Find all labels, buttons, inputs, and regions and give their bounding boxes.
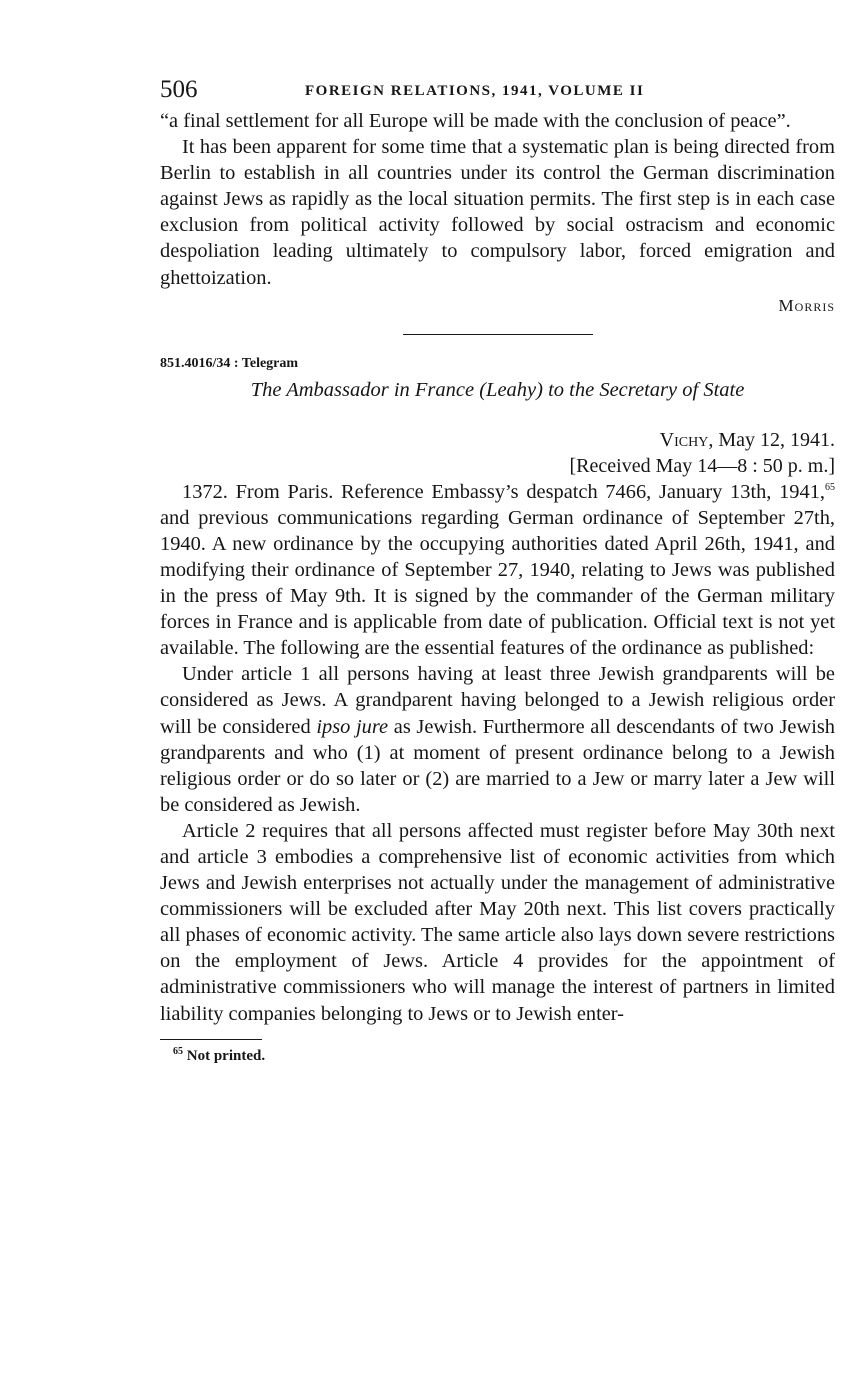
running-header: [160, 72, 835, 108]
telegram-paragraph-2: [160, 661, 835, 818]
footnote-mark: 65: [173, 1045, 183, 1057]
paragraph-text: as Jewish. Furthermore all descendants of two Jewish grandparents and who (1) at moment of present ordinance belong to a Jewish religious order or do so later or (2) are married to a Jew or marry later a Jew will be considered as Jewish.: [160, 715, 835, 816]
body-paragraph: It has been apparent for some time that a systematic plan is being directed from Berlin to establish in all countries under its control the German discrimination against Jews as rapidly as the local situation permits. The first step is in each case exclusion from political activity followed by social ostracism and economic despoliation leading ultimately to compulsory labor, forced emigration and ghettoization.: [160, 136, 835, 289]
file-reference: 851.4016/34 : Telegram: [160, 355, 299, 371]
section-divider: [403, 334, 593, 335]
running-title: FOREIGN RELATIONS, 1941, VOLUME II: [305, 83, 645, 99]
footnote-reference: 65: [825, 481, 835, 493]
paragraph-text: and previous communications regarding German ordinance of September 27th, 1940. A new ordinance by the occupying authorities dated April 26th, 1941, and modifying their ordinance of September 27, 1940, relating to Jews was published in the press of May 9th. It is signed by the commander of the German military forces in France and is applicable from date of publication. Official text is not yet available. The following are the essential features of the ordinance as published:: [160, 506, 835, 660]
dateline-place: Vichy: [659, 428, 709, 451]
paragraph-text: 1372. From Paris. Reference Embassy’s despatch 7466, January 13th, 1941,: [182, 480, 825, 503]
telegram-paragraph-3: Article 2 requires that all persons affected must register before May 30th next and article 3 embodies a comprehensive list of economic activities from which Jews and Jewish enterprises not actually under the management of administrative commissioners will be excluded after May 20th next. This list covers practically all phases of economic activity. The same article also lays down severe restrictions on the employment of Jews. Article 4 provides for the appointment of administrative commissioners who will manage the interest of partners in limited liability companies belonging to Jews or to Jewish enter-: [160, 819, 835, 1025]
signature: Morris: [778, 295, 835, 315]
paragraph-text: Under article 1 all persons having at least three Jewish grandparents will be considered as Jews. A grandparent having belonged to a Jewish religious order will be considered: [160, 663, 835, 738]
telegram-paragraph-1: [160, 479, 835, 662]
continued-paragraph: “a final settlement for all Europe will be made with the conclusion of peace”.: [160, 110, 791, 132]
received-line: [Received May 14—8 : 50 p. m.]: [569, 454, 835, 477]
page-number: 506: [160, 76, 198, 103]
latin-phrase: ipso jure: [316, 715, 389, 738]
footnote-text: Not printed.: [183, 1047, 266, 1064]
dateline-date: , May 12, 1941.: [708, 428, 835, 451]
dateline: [160, 427, 835, 453]
document-page: [160, 72, 835, 1066]
document-title: The Ambassador in France (Leahy) to the Secretary of State: [250, 378, 745, 401]
footnote: [173, 1046, 835, 1066]
footnote-rule: [160, 1039, 262, 1040]
